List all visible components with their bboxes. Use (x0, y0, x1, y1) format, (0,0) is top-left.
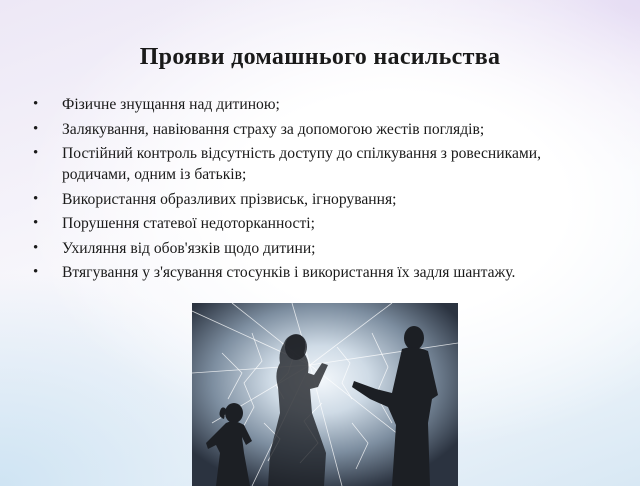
bullet-text: Фізичне знущання над дитиною; (62, 96, 280, 113)
bullet-text: Використання образливих прізвиськ, ігнорування; (62, 190, 397, 208)
bullet-item (30, 262, 610, 283)
bullet-list (30, 94, 610, 287)
bullet-icon: • (33, 145, 39, 161)
bullet-icon: • (33, 190, 39, 207)
bullet-item (30, 119, 610, 140)
broken-glass-family-silhouette-image (192, 303, 458, 486)
bullet-icon: • (33, 215, 39, 231)
bullet-icon: • (33, 264, 39, 280)
bullet-text: Залякування, навіювання страху за допомогою жестів поглядів; (62, 120, 485, 138)
bullet-item (30, 189, 610, 210)
bullet-item (30, 143, 610, 185)
bullet-icon: • (33, 120, 39, 137)
bullet-item (30, 213, 610, 234)
slide-title: Прояви домашнього насильства (139, 44, 501, 70)
bullet-icon: • (33, 239, 39, 256)
silhouette-illustration (192, 303, 458, 486)
bullet-text: Порушення статевої недоторканності; (62, 215, 315, 232)
bullet-text: Втягування у з'ясування стосунків і використання їх задля шантажу. (62, 264, 516, 281)
bullet-item (30, 94, 610, 115)
bullet-icon: • (33, 96, 39, 112)
bullet-text: Ухиляння від обов'язків щодо дитини; (62, 239, 316, 257)
bullet-item (30, 238, 610, 259)
bullet-text: Постійний контроль відсутність доступу до спілкування з ровесниками, родичами, одним із батьків; (62, 145, 541, 183)
